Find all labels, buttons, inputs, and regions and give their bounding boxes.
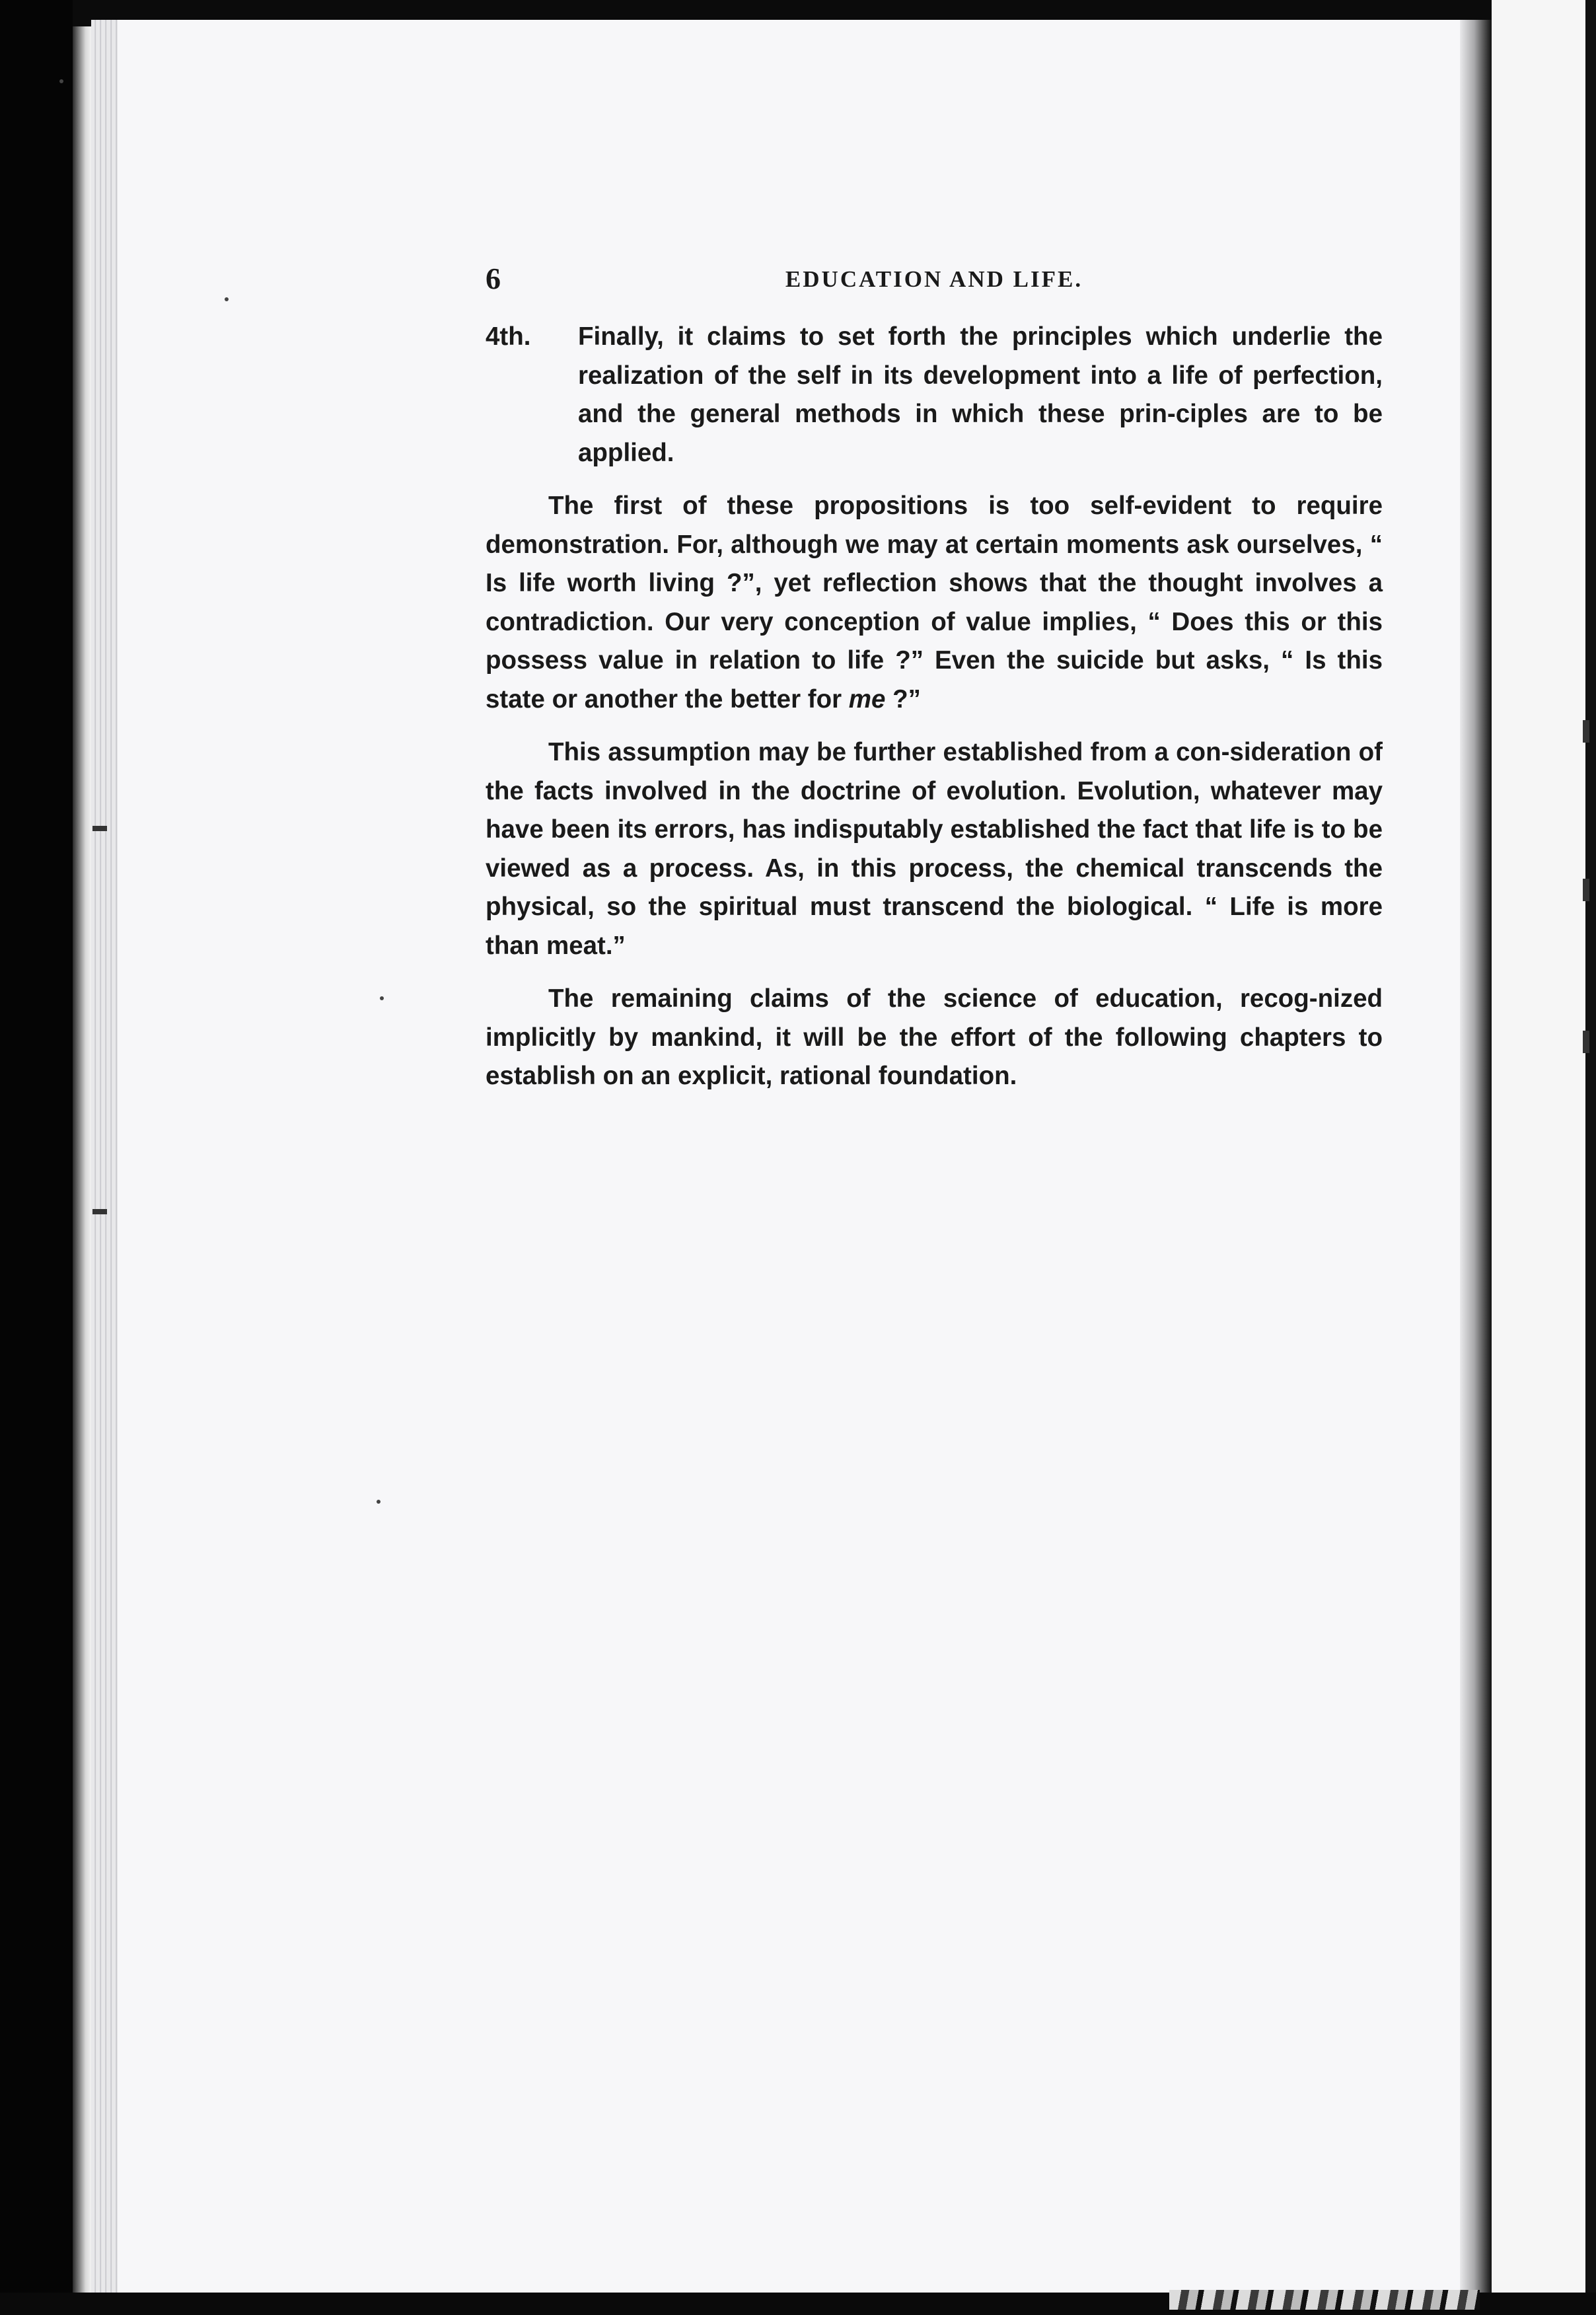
scan-speck bbox=[225, 297, 229, 301]
right-border bbox=[1585, 0, 1596, 2315]
page-gutter-shadow bbox=[1460, 20, 1492, 2293]
page-header bbox=[486, 261, 1383, 301]
scan-speck bbox=[59, 79, 63, 83]
margin-mark bbox=[92, 1209, 107, 1214]
list-item-text: Finally, it claims to set forth the principles which underlie the realization of the self in its development into a life of perfection, and the general methods in which these prin-ciples are to be applied. bbox=[578, 322, 1383, 467]
facing-page-edge bbox=[1492, 0, 1596, 2315]
list-item bbox=[486, 318, 1383, 472]
paragraph-tail: ?” bbox=[885, 684, 921, 714]
paragraph-text: The first of these propositions is too self-evident to require demonstration. For, although we may at certain moments ask ourselves, “ Is life worth living ?”, yet reflection shows that the thought involves a contradiction. Our very conception of value implies, “ Does this or this possess value in relation to life ?” Even the suicide but asks, “ Is this state or another the better for bbox=[486, 492, 1383, 714]
scan-speck bbox=[377, 1500, 381, 1504]
running-head: EDUCATION AND LIFE. bbox=[785, 266, 1083, 292]
margin-mark bbox=[1583, 720, 1589, 743]
bottom-scan-artifact bbox=[1169, 2290, 1480, 2310]
binding-edge bbox=[73, 26, 91, 2293]
margin-mark bbox=[1583, 879, 1589, 901]
left-binding bbox=[0, 0, 73, 2315]
scan-speck bbox=[380, 996, 384, 1000]
paragraph: This assumption may be further established from a con-sideration of the facts involved in the doctrine of evolution. Evolution, whatever may have been its errors, has indisputably established the fact that life is to be viewed as a process. As, in this process, the chemical transcends the physical, so the spiritual must transcend the biological. “ Life is more than meat.” bbox=[486, 738, 1383, 960]
page-stack-edge bbox=[91, 20, 118, 2293]
page-number: 6 bbox=[486, 262, 501, 295]
paragraph bbox=[486, 487, 1383, 719]
emphasis-text: me bbox=[848, 684, 886, 714]
list-item-label: 4th. bbox=[486, 322, 531, 351]
paragraph: The remaining claims of the science of education, recog-nized implicitly by mankind, it will be the effort of the following chapters to establish on an explicit, rational foundation. bbox=[486, 984, 1383, 1090]
margin-mark bbox=[92, 826, 107, 831]
page-text bbox=[486, 261, 1383, 1111]
margin-mark bbox=[1583, 1031, 1589, 1053]
